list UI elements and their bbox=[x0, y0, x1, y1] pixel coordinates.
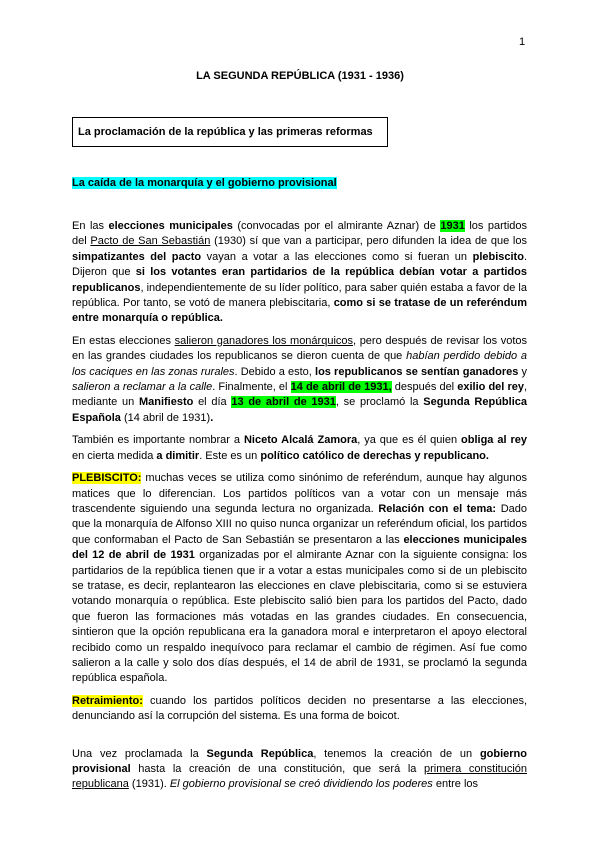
paragraph-elections: En las elecciones municipales (convocadas por el almirante Aznar) de 1931 los partidos del Pacto de San Sebastián (1930) sí que van a participar, pero difunden la idea de que los simpatizantes del pacto vayan a votar a las elecciones como si fueran un plebiscito. Dijeron que si los votantes eran partidarios de la república debían votar a partidos republicanos, independientemente de su líder político, para saber quién estaba a favor de la república. Por tanto, se votó de manera plebiscitaria, como si se tratase de un referéndum entre monarquía o república. bbox=[72, 220, 527, 325]
retraimiento-label: Retraimiento: bbox=[72, 694, 143, 707]
plebiscito-label: PLEBISCITO: bbox=[72, 472, 142, 485]
section-heading bbox=[72, 177, 337, 189]
paragraph-plebiscito: PLEBISCITO: muchas veces se utiliza como sinónimo de referéndum, aunque hay algunos matices que lo diferencian. Los partidos políticos van a votar con un mensaje más trascendente siguiendo una segunda lectura no organizada. Relación con el tema: Dado que la monarquía de Alfonso XIII no quiso nunca organizar un referéndum oficial, los partidos que conformaban el Pacto de San Sebastián se presentaron a las elecciones municipales del 12 de abril de 1931 organizadas por el almirante Aznar con la siguiente consigna: los partidarios de la república tienen que ir a votar a estas municipales como si de un plebiscito se tratase, es decir, replantearon las elecciones en clave plebiscitaria, como si se estuviera votando monarquía o república. Este plebiscito salió bien para los partidos del Pacto, dado que fueron las formaciones más votadas en las grandes ciudades. En consecuencia, sintieron que la opción republicana era la ganadora moral e interpretaron el apoyo electoral recibido como un respaldo inequívoco para reclamar el cambio de régimen. Así fue como salieron a la calle y solo dos días después, el 14 de abril de 1931, se proclamó la segunda república española. bbox=[72, 472, 528, 685]
document-body bbox=[72, 219, 527, 793]
boxed-heading: La proclamación de la república y las primeras reformas bbox=[72, 117, 388, 147]
page-number: 1 bbox=[519, 36, 526, 48]
paragraph-niceto: También es importante nombrar a Niceto Alcalá Zamora, ya que es él quien obliga al rey en cierta medida a dimitir. Este es un político católico de derechas y republicano. bbox=[72, 434, 527, 462]
section-heading-text: La caída de la monarquía y el gobierno provisional bbox=[72, 177, 337, 189]
paragraph-retraimiento: Retraimiento: cuando los partidos políticos deciden no presentarse a las elecciones, denunciando así la corrupción del sistema. Es una forma de boicot. bbox=[72, 694, 527, 723]
paragraph-results: En estas elecciones salieron ganadores los monárquicos, pero después de revisar los votos en las grandes ciudades los republicanos se dieron cuenta de que habían perdido debido a los caciques en las zonas rurales. Debido a esto, los republicanos se sentían ganadores y salieron a reclamar a la calle. Finalmente, el 14 de abril de 1931, después del exilio del rey, mediante un Manifiesto el día 13 de abril de 1931, se proclamó la Segunda República Española (14 abril de 1931). bbox=[72, 334, 528, 424]
paragraph-gobierno: Una vez proclamada la Segunda República, tenemos la creación de un gobierno provisional hasta la creación de una constitución, que será la primera constitución republicana (1931). El gobierno provisional se creó dividiendo los poderes entre los bbox=[72, 747, 527, 791]
document-title: LA SEGUNDA REPÚBLICA (1931 - 1936) bbox=[196, 70, 404, 82]
